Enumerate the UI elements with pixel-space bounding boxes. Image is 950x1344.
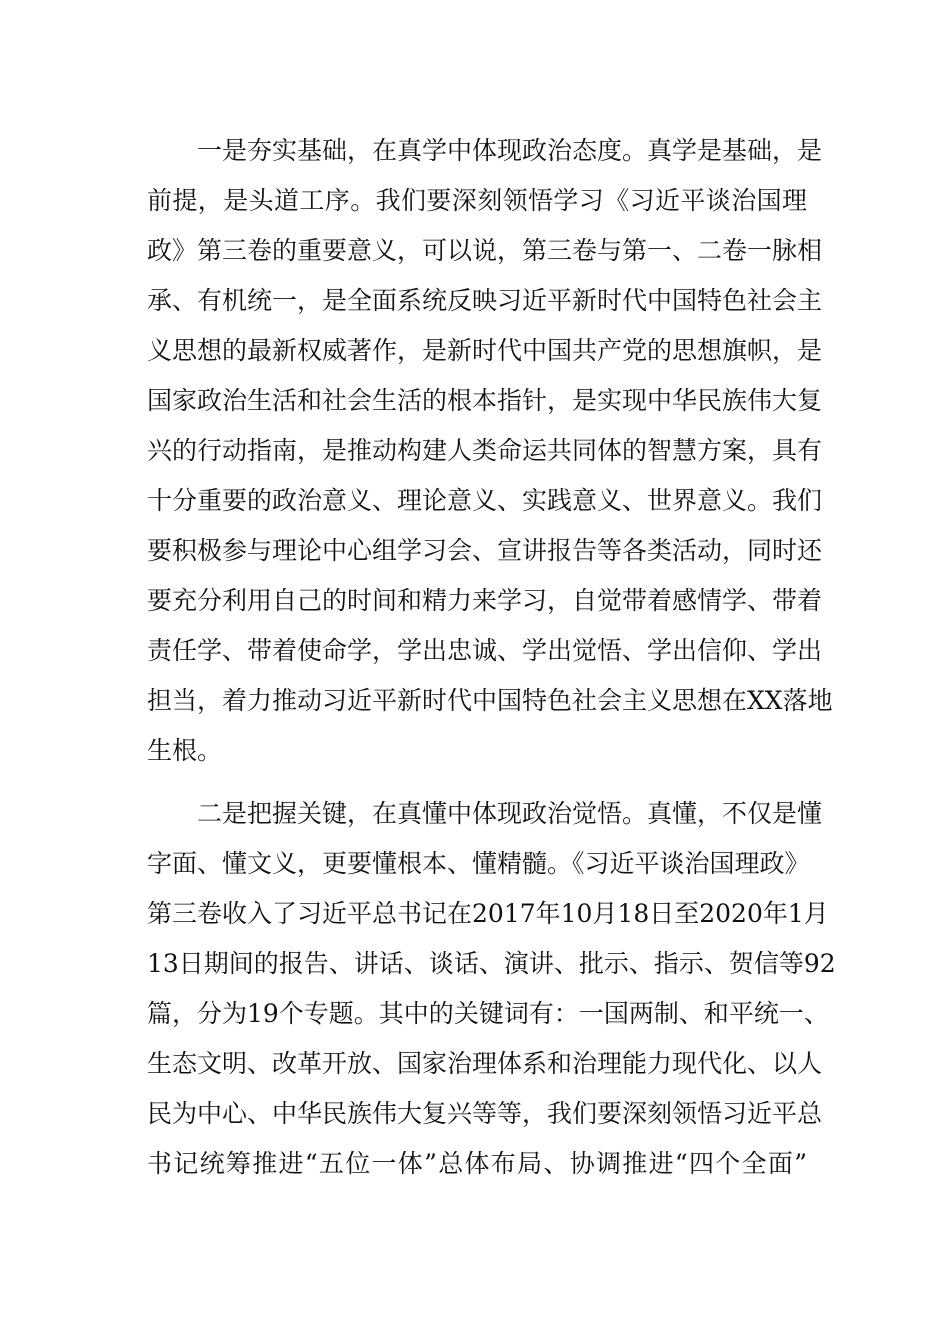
text-line: 13日期间的报告、讲话、谈话、演讲、批示、指示、贺信等92 xyxy=(147,949,836,978)
text-line: 责任学、带着使命学，学出忠诚、学出觉悟、学出信仰、学出 xyxy=(147,636,823,665)
text-line: 担当，着力推动习近平新时代中国特色社会主义思想在XX落地 xyxy=(147,686,833,715)
text-line: 政》第三卷的重要意义，可以说，第三卷与第一、二卷一脉相 xyxy=(147,236,823,265)
text-line: 生态文明、改革开放、国家治理体系和治理能力现代化、以人 xyxy=(147,1049,823,1078)
text-line: 生根。 xyxy=(147,736,223,765)
text-line: 二是把握关键，在真懂中体现政治觉悟。真懂，不仅是懂 xyxy=(197,799,823,828)
text-line: 篇，分为19个专题。其中的关键词有：一国两制、和平统一、 xyxy=(147,999,829,1028)
text-line: 义思想的最新权威著作，是新时代中国共产党的思想旗帜，是 xyxy=(147,336,823,365)
text-line: 民为中心、中华民族伟大复兴等等，我们要深刻领悟习近平总 xyxy=(147,1099,823,1128)
text-line: 国家政治生活和社会生活的根本指针，是实现中华民族伟大复 xyxy=(147,386,823,415)
text-line: 书记统筹推进“五位一体”总体布局、协调推进“四个全面” xyxy=(147,1149,807,1178)
text-line: 一是夯实基础，在真学中体现政治态度。真学是基础，是 xyxy=(197,136,823,165)
text-line: 字面、懂文义，更要懂根本、懂精髓。《习近平谈治国理政》 xyxy=(147,849,810,878)
text-line: 要充分利用自己的时间和精力来学习，自觉带着感情学、带着 xyxy=(147,586,823,615)
text-line: 十分重要的政治意义、理论意义、实践意义、世界意义。我们 xyxy=(147,486,823,515)
text-line: 兴的行动指南，是推动构建人类命运共同体的智慧方案，具有 xyxy=(147,436,823,465)
text-line: 承、有机统一，是全面系统反映习近平新时代中国特色社会主 xyxy=(147,286,823,315)
text-line: 第三卷收入了习近平总书记在2017年10月18日至2020年1月 xyxy=(147,899,829,928)
text-line: 前提，是头道工序。我们要深刻领悟学习《习近平谈治国理 xyxy=(147,186,807,215)
text-line: 要积极参与理论中心组学习会、宣讲报告等各类活动，同时还 xyxy=(147,536,823,565)
